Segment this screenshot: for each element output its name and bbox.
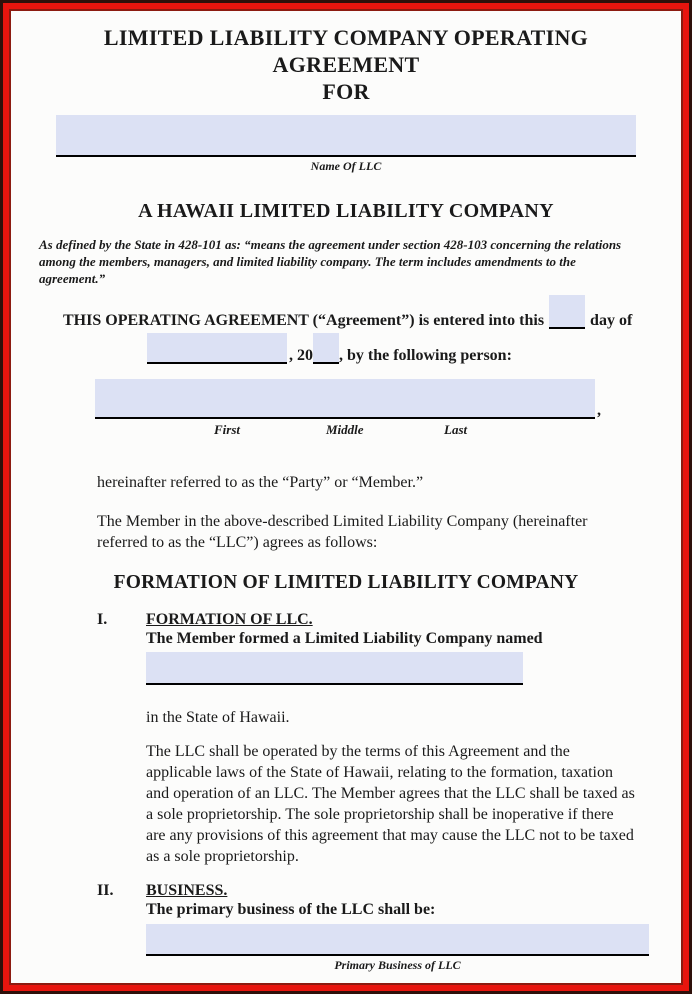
- section-numeral-1: I.: [97, 610, 108, 628]
- name-part-labels: [95, 422, 595, 439]
- year-field[interactable]: [313, 333, 339, 364]
- section-title-business: BUSINESS.: [146, 882, 228, 900]
- day-field[interactable]: [549, 295, 585, 329]
- document-title-line2: FOR: [322, 78, 370, 104]
- section-numeral-2: II.: [97, 882, 114, 900]
- intro-text-following-person: , by the following person:: [339, 347, 512, 365]
- intro-text-year-prefix: , 20: [289, 347, 313, 365]
- primary-business-caption: Primary Business of LLC: [334, 958, 461, 973]
- intro-text-day-of: day of: [590, 312, 633, 330]
- agreement-date-line: [147, 333, 659, 365]
- member-name-field[interactable]: [95, 379, 595, 419]
- member-name-trailing-comma: ,: [597, 402, 601, 420]
- section-content-1: [146, 611, 651, 868]
- month-field[interactable]: [147, 333, 287, 364]
- llc-name-caption: Name Of LLC: [310, 159, 382, 174]
- member-clause: The Member in the above-described Limited Liability Company (hereinafter referred to as the “LLC”) agrees as follows:: [97, 513, 588, 551]
- state-of-hawaii-line: in the State of Hawaii.: [146, 708, 290, 726]
- section-intro-business: The primary business of the LLC shall be:: [146, 901, 436, 919]
- formed-llc-name-field[interactable]: [146, 652, 523, 685]
- party-clause: hereinafter referred to as the “Party” or “Member.”: [97, 474, 424, 492]
- formation-section-heading: FORMATION OF LIMITED LIABILITY COMPANY: [113, 571, 579, 593]
- document-title-line1: LIMITED LIABILITY COMPANY OPERATING AGREEMENT: [103, 25, 589, 77]
- section-content-2: [146, 882, 651, 973]
- intro-text-entered: THIS OPERATING AGREEMENT (“Agreement”) is entered into this: [63, 312, 545, 330]
- member-name-row: [95, 379, 615, 419]
- primary-business-field[interactable]: [146, 924, 649, 956]
- document-page: [9, 9, 683, 985]
- label-first: First: [214, 422, 241, 438]
- page-frame-red: [3, 3, 689, 991]
- agreement-intro-line: [63, 295, 659, 330]
- section-title-formation: FORMATION OF LLC.: [146, 610, 313, 628]
- section-intro-formation: The Member formed a Limited Liability Company named: [146, 629, 543, 647]
- llc-name-field[interactable]: [56, 115, 636, 157]
- label-middle: Middle: [326, 422, 364, 438]
- formation-body-text: The LLC shall be operated by the terms of this Agreement and the applicable laws of the State of Hawaii, relating to the formation, taxation and operation of an LLC. The Member agrees that the LLC shall be taxed as a sole proprietorship. The sole proprietorship shall be inoperative if there are any provisions of this agreement that may cause the LLC not to be taxed as a sole proprietorship.: [146, 742, 635, 865]
- state-subtitle: A HAWAII LIMITED LIABILITY COMPANY: [138, 200, 554, 223]
- section-business: [33, 882, 659, 973]
- document-title: [33, 25, 659, 105]
- member-name-block: [95, 379, 615, 439]
- statute-disclaimer: As defined by the State in 428-101 as: “means the agreement under section 428-103 concerning the relations among the members, managers, and limited liability company. The term includes amendments to the agreement.”: [39, 237, 622, 286]
- section-formation-of-llc: [33, 611, 659, 868]
- label-last: Last: [444, 422, 468, 438]
